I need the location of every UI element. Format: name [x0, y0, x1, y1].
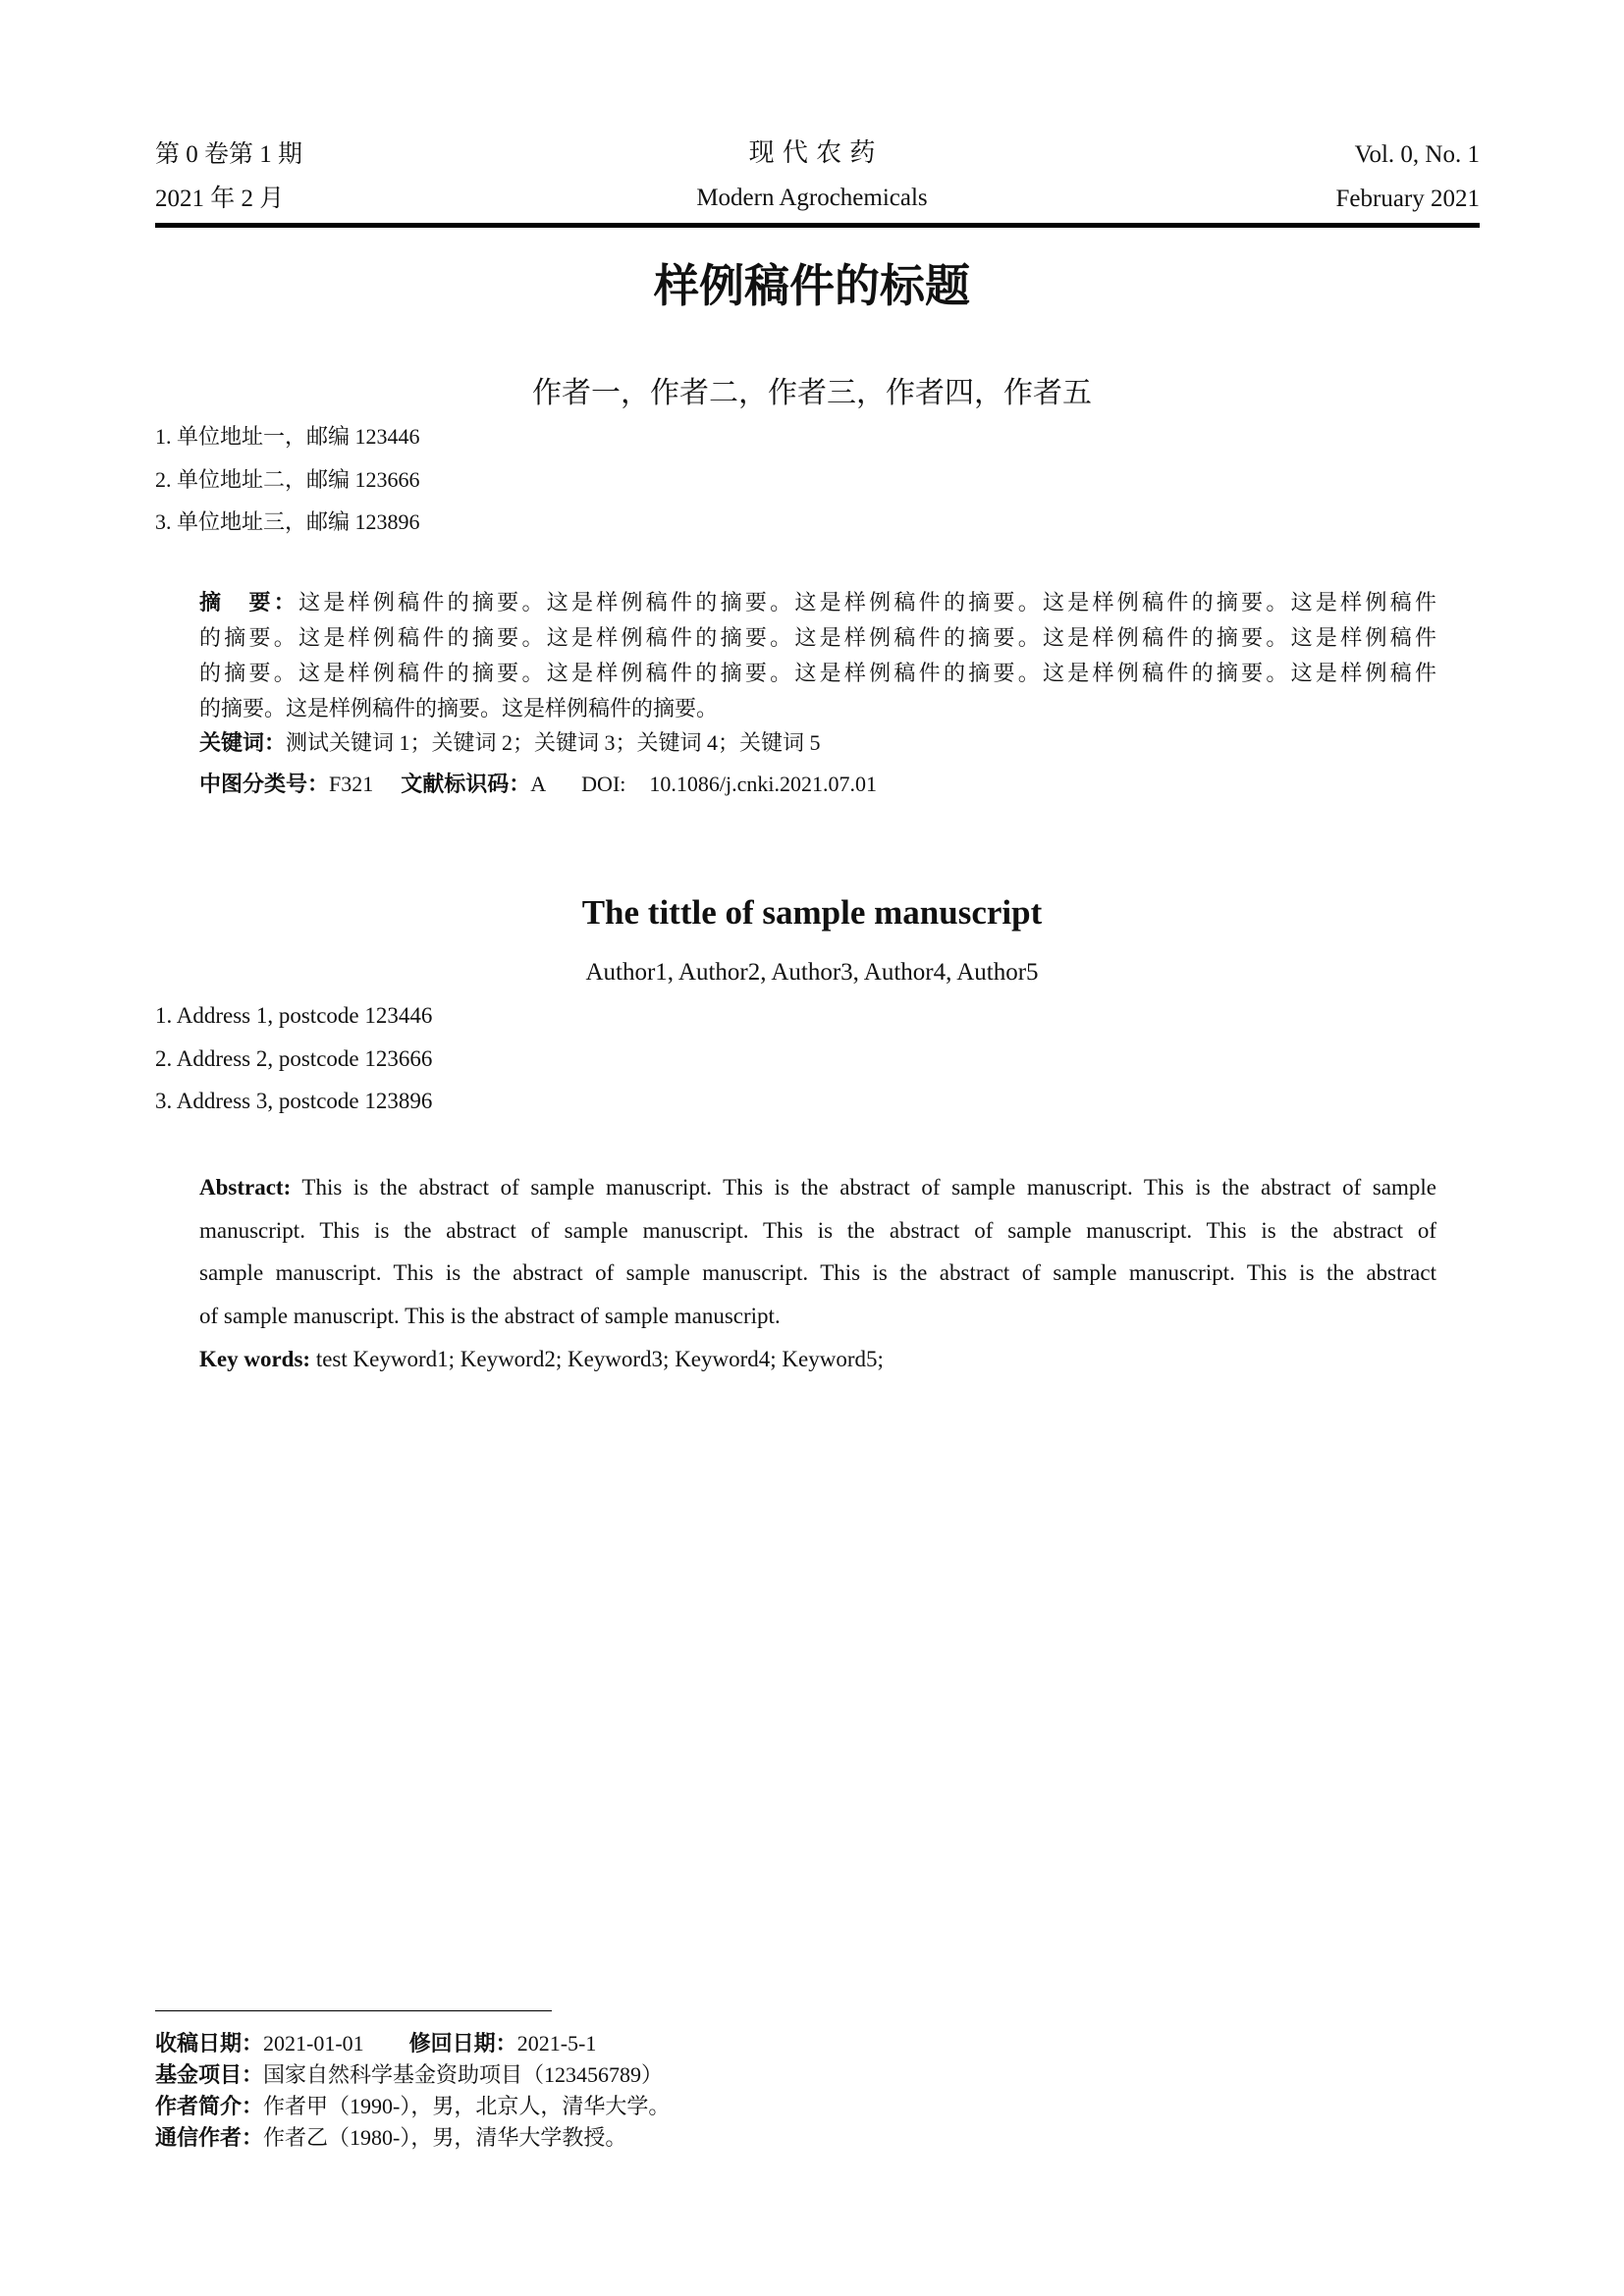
classification-line: 中图分类号：F321 文献标识码：A DOI: 10.1086/j.cnki.2021.07.01 [199, 772, 877, 797]
abstract-en-line: of sample manuscript. This is the abstract of sample manuscript. [199, 1304, 781, 1328]
authors-en: Author1, Author2, Author3, Author4, Author5 [585, 959, 1039, 986]
affiliation-en: 1. Address 1, postcode 123446 [155, 1003, 433, 1028]
volume-issue-cn: 第 0 卷第 1 期 [155, 141, 303, 168]
footnote-corresponding: 通信作者：作者乙（1980-），男，清华大学教授。 [155, 2125, 627, 2151]
journal-name-cn: 现 代 农 药 [748, 138, 876, 168]
abstract-cn-line: 的摘要。这是样例稿件的摘要。这是样例稿件的摘要。这是样例稿件的摘要。这是样例稿件的摘要。这是样例稿件 [199, 661, 1436, 685]
affiliation-en: 3. Address 3, postcode 123896 [155, 1089, 433, 1113]
date-cn: 2021 年 2 月 [155, 186, 285, 212]
abstract-cn-label: 摘 要： [199, 591, 299, 615]
keywords-cn: 关键词：测试关键词 1；关键词 2；关键词 3；关键词 4；关键词 5 [199, 730, 821, 756]
footnote-dates: 收稿日期：2021-01-01 修回日期：2021-5-1 [155, 2031, 597, 2056]
abstract-cn-line: 的摘要。这是样例稿件的摘要。这是样例稿件的摘要。 [199, 696, 719, 721]
affiliation-cn: 2. 单位地址二，邮编 123666 [155, 467, 420, 492]
footnote-rule [155, 2010, 552, 2011]
page-title-cn: 样例稿件的标题 [654, 259, 970, 312]
affiliation-cn: 3. 单位地址三，邮编 123896 [155, 509, 420, 534]
affiliation-cn: 1. 单位地址一，邮编 123446 [155, 424, 420, 449]
abstract-cn-line: 的摘要。这是样例稿件的摘要。这是样例稿件的摘要。这是样例稿件的摘要。这是样例稿件的摘要。这是样例稿件 [199, 625, 1436, 650]
abstract-en-line: manuscript. This is the abstract of sample manuscript. This is the abstract of sample manuscript. This is the abstract of [199, 1218, 1436, 1243]
abstract-en-label: Abstract: [199, 1175, 292, 1200]
affiliation-en: 2. Address 2, postcode 123666 [155, 1046, 433, 1071]
date-en: February 2021 [1335, 186, 1480, 212]
journal-name-en: Modern Agrochemicals [696, 185, 928, 211]
volume-issue-en: Vol. 0, No. 1 [1354, 141, 1480, 168]
abstract-en-line: sample manuscript. This is the abstract of sample manuscript. This is the abstract of sample manuscript. This is the abstract [199, 1260, 1436, 1285]
footnote-author-bio: 作者简介：作者甲（1990-），男，北京人，清华大学。 [155, 2094, 671, 2119]
abstract-cn-line: 摘 要：这是样例稿件的摘要。这是样例稿件的摘要。这是样例稿件的摘要。这是样例稿件的摘要。这是样例稿件 [199, 590, 1436, 615]
page-title-en: The tittle of sample manuscript [581, 893, 1043, 932]
header-rule [155, 223, 1480, 228]
authors-cn: 作者一，作者二，作者三，作者四，作者五 [532, 376, 1092, 410]
abstract-en-line: Abstract: This is the abstract of sample manuscript. This is the abstract of sample manuscript. This is the abstract of sample [199, 1175, 1436, 1200]
footnote-fund: 基金项目：国家自然科学基金资助项目（123456789） [155, 2062, 664, 2088]
keywords-en: Key words: test Keyword1; Keyword2; Keyword3; Keyword4; Keyword5; [199, 1347, 884, 1371]
